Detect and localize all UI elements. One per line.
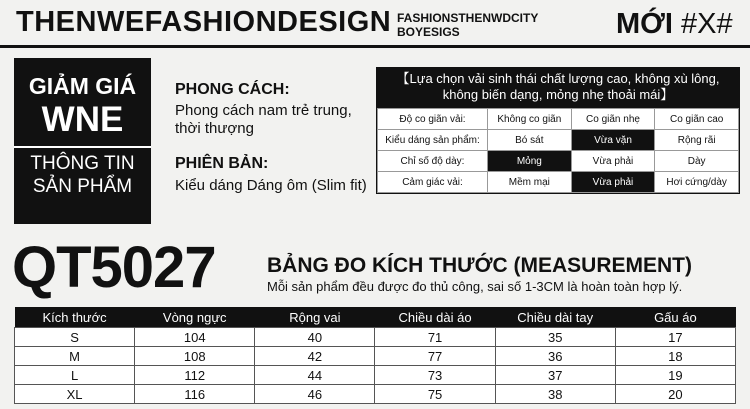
size-cell: 104 (135, 328, 255, 347)
size-row (15, 366, 736, 385)
size-cell: S (15, 328, 135, 347)
promo-divider (14, 146, 151, 148)
fabric-row-label: Kiểu dáng sản phẩm: (378, 130, 488, 151)
measurement-title: BẢNG ĐO KÍCH THƯỚC (MEASUREMENT) (267, 254, 692, 277)
size-cell: 40 (255, 328, 375, 347)
promo-box (14, 58, 151, 224)
new-text: MỚI (616, 8, 673, 40)
size-column-header: Kích thước (15, 307, 135, 328)
size-column-header: Chiều dài tay (495, 307, 615, 328)
brand-title: THENWEFASHIONDESIGN (16, 6, 392, 38)
size-cell: 116 (135, 385, 255, 404)
fabric-row-label: Độ co giãn vải: (378, 109, 488, 130)
version-heading: PHIÊN BẢN: (175, 155, 269, 172)
brand-subtitle-line-2: BOYESIGS (397, 25, 460, 39)
fabric-row (378, 109, 739, 130)
fabric-option: Không co giãn (488, 109, 572, 130)
product-code: QT5027 (12, 235, 216, 300)
fabric-option: Vừa phải (571, 172, 655, 193)
promo-sale: GIẢM GIÁ (28, 73, 137, 99)
fabric-option: Mỏng (488, 151, 572, 172)
measurement-note: Mỗi sản phẩm đều được đo thủ công, sai số 1-3CM là hoàn toàn hợp lý. (267, 279, 683, 294)
size-cell: 36 (495, 347, 615, 366)
size-cell: L (15, 366, 135, 385)
version-value: Kiểu dáng Dáng ôm (Slim fit) (175, 177, 367, 194)
size-cell: XL (15, 385, 135, 404)
size-cell: 20 (615, 385, 735, 404)
size-cell: 44 (255, 366, 375, 385)
brand-subtitle-line-1: FASHIONSTHENWDCITY (397, 11, 539, 25)
promo-info-line-2: SẢN PHẨM (32, 176, 133, 197)
header-divider (0, 45, 750, 48)
size-cell: 42 (255, 347, 375, 366)
size-cell: 73 (375, 366, 495, 385)
size-table (14, 307, 736, 404)
size-column-header: Gấu áo (615, 307, 735, 328)
size-cell: 108 (135, 347, 255, 366)
fabric-option: Co giãn nhẹ (571, 109, 655, 130)
fabric-option: Vừa vặn (571, 130, 655, 151)
new-tag: #X# (681, 8, 733, 40)
size-row (15, 328, 736, 347)
size-cell: 71 (375, 328, 495, 347)
fabric-option: Co giãn cao (655, 109, 739, 130)
fabric-option: Mềm mại (488, 172, 572, 193)
size-row (15, 385, 736, 404)
size-column-header: Vòng ngực (135, 307, 255, 328)
fabric-row (378, 130, 739, 151)
new-label (616, 8, 733, 41)
fabric-option: Rộng rãi (655, 130, 739, 151)
size-cell: 75 (375, 385, 495, 404)
promo-brand: WNE (41, 100, 124, 139)
size-column-header: Chiều dài áo (375, 307, 495, 328)
promo-info-line-1: THÔNG TIN (30, 153, 135, 174)
fabric-option: Dày (655, 151, 739, 172)
size-cell: 37 (495, 366, 615, 385)
style-value: Phong cách nam trẻ trung, thời thượng (175, 102, 352, 137)
size-row (15, 347, 736, 366)
size-cell: 46 (255, 385, 375, 404)
style-heading: PHONG CÁCH: (175, 81, 290, 98)
fabric-option: Vừa phải (571, 151, 655, 172)
fabric-panel (376, 67, 740, 194)
fabric-table (377, 108, 739, 193)
size-cell: 17 (615, 328, 735, 347)
fabric-header: 【Lựa chọn vải sinh thái chất lượng cao, không xù lông, không biến dạng, mỏng nhẹ thoải mái】 (377, 68, 739, 108)
size-column-header: Rộng vai (255, 307, 375, 328)
size-cell: 35 (495, 328, 615, 347)
size-cell: 18 (615, 347, 735, 366)
size-cell: 19 (615, 366, 735, 385)
fabric-option: Bó sát (488, 130, 572, 151)
fabric-row-label: Chỉ số độ dày: (378, 151, 488, 172)
size-cell: M (15, 347, 135, 366)
size-chart (14, 307, 736, 404)
brand-subtitle (397, 11, 557, 39)
fabric-row (378, 151, 739, 172)
size-cell: 77 (375, 347, 495, 366)
fabric-row-label: Cảm giác vải: (378, 172, 488, 193)
fabric-row (378, 172, 739, 193)
size-cell: 38 (495, 385, 615, 404)
size-cell: 112 (135, 366, 255, 385)
fabric-option: Hơi cứng/dày (655, 172, 739, 193)
